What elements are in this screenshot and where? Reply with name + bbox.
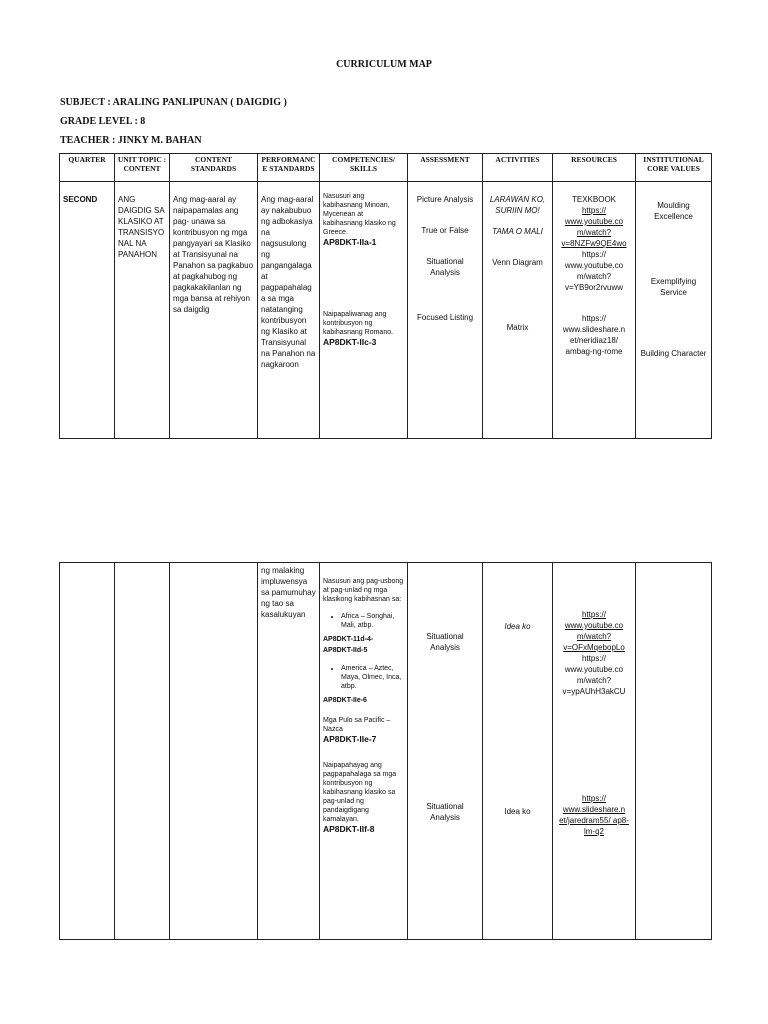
list-item: • Africa – Songhai, Mali, atbp. bbox=[341, 612, 404, 630]
core-value: Moulding Excellence bbox=[654, 201, 693, 221]
header-resources: RESOURCES bbox=[553, 154, 636, 182]
assessment-item: Situational Analysis bbox=[426, 802, 464, 822]
resources-cell bbox=[553, 182, 636, 439]
competency-code: AP8DKT-IIc-3 bbox=[323, 337, 377, 347]
activities-cell bbox=[483, 182, 553, 439]
grade-level-line: GRADE LEVEL : 8 bbox=[60, 116, 146, 127]
header-unit-topic: UNIT TOPIC : CONTENT bbox=[115, 154, 170, 182]
content-standards-cell: Ang mag-aaral ay naipapamalas ang pag- unawa sa kontribusyon ng mga pangyayari sa Klasiko at Transisyunal na Panahon sa pagkabuo at pagkahubog ng pagkakakilanlan ng mga bansa at rehiyon sa daigdig bbox=[170, 182, 258, 439]
assessment-cell bbox=[408, 182, 483, 439]
activity-item: LARAWAN KO, SURIIN MO! bbox=[489, 195, 546, 215]
activities-cell bbox=[483, 563, 553, 940]
header-performance-standards: PERFORMANCE STANDARDS bbox=[258, 154, 320, 182]
assessment-cell bbox=[408, 563, 483, 940]
assessment-item: Focused Listing bbox=[416, 313, 474, 322]
header-content-standards: CONTENT STANDARDS bbox=[170, 154, 258, 182]
performance-standards-cell: Ang mag-aaral ay nakabubuo ng adbokasiya na nagsusulong ng pangangalaga at pagpapahalaga sa mga natatanging kontribusyon ng Klasiko at Transisyunal na Panahon na nagkaroon bbox=[258, 182, 320, 439]
activity-item: Venn Diagram bbox=[492, 258, 543, 267]
curriculum-table-page1 bbox=[59, 153, 712, 439]
assessment-item: Picture Analysis bbox=[416, 195, 474, 204]
competency-code: AP8DKT-IId-5 bbox=[323, 647, 368, 654]
competency-code: AP8DKT-IIf-8 bbox=[323, 824, 375, 834]
competency-text: Nasusuri ang kabihasnang Minoan, Mycenean at kabihasnang klasiko ng Greece. bbox=[323, 193, 396, 236]
resources-cell bbox=[553, 563, 636, 940]
assessment-item: True or False bbox=[421, 226, 469, 235]
civilization-list bbox=[323, 664, 404, 691]
resource-link[interactable]: https:// www.youtube.co m/watch? v=OFxMqebopLo bbox=[563, 610, 625, 652]
activity-item: TAMA O MALI bbox=[492, 227, 543, 236]
civilization-list bbox=[323, 612, 404, 630]
core-values-cell bbox=[636, 563, 712, 940]
core-value: Exemplifying Service bbox=[650, 277, 697, 297]
assessment-item: Situational Analysis bbox=[426, 632, 464, 652]
competency-code: AP8DKT-11d-4- bbox=[323, 636, 374, 643]
competencies-cell bbox=[320, 563, 408, 940]
competency-text: Naipapaliwanag ang kontribusyon ng kabihasnang Romano. bbox=[323, 311, 394, 336]
header-competencies: COMPETENCIES/ SKILLS bbox=[320, 154, 408, 182]
assessment-item: Situational Analysis bbox=[426, 257, 464, 277]
performance-standards-cell: ng malaking impluwensya sa pamumuhay ng tao sa kasalukuyan bbox=[258, 563, 320, 940]
resource-link[interactable]: https:// www.slideshare.n et/jaredram55/ ap8-lm-q2 bbox=[559, 794, 629, 836]
core-value: Building Character bbox=[640, 349, 707, 358]
header-core-values: INSTITUTIONAL CORE VALUES bbox=[636, 154, 712, 182]
competency-code: AP8DKT-IIe-7 bbox=[323, 734, 377, 744]
subject-line: SUBJECT : ARALING PANLIPUNAN ( DAIGDIG ) bbox=[60, 97, 287, 108]
competency-text: Naipapahayag ang pagpapahalaga sa mga kontribusyon ng kabihasnang klasiko sa pag-unlad ng pandaigdigang kamalayan. bbox=[323, 762, 397, 823]
list-item: • America – Aztec, Maya, Olmec, Inca, atbp. bbox=[341, 664, 404, 691]
competency-code: AP8DKT-IIe-6 bbox=[323, 697, 367, 704]
resource-link[interactable]: https:// www.slideshare.n et/neridiaz18/ ambag-ng-rome bbox=[562, 314, 626, 356]
quarter-cell bbox=[60, 563, 115, 940]
curriculum-table-page2 bbox=[59, 562, 712, 940]
content-standards-cell bbox=[170, 563, 258, 940]
core-values-cell bbox=[636, 182, 712, 439]
activity-item: Idea ko bbox=[504, 622, 531, 631]
header-quarter: QUARTER bbox=[60, 154, 115, 182]
teacher-line: TEACHER : JINKY M. BAHAN bbox=[60, 135, 202, 146]
resource-label: TEXKBOOK bbox=[571, 195, 616, 204]
quarter-cell: SECOND bbox=[60, 182, 115, 439]
competency-code: AP8DKT-IIa-1 bbox=[323, 237, 377, 247]
unit-topic-cell: ANG DAIGDIG SA KLASIKO AT TRANSISYONAL NA PANAHON bbox=[115, 182, 170, 439]
activity-item: Matrix bbox=[506, 323, 529, 332]
competencies-cell bbox=[320, 182, 408, 439]
resource-link[interactable]: https:// www.youtube.co m/watch? v=8NZFw9QE4wo bbox=[561, 206, 627, 248]
competency-text: Nasusuri ang pag-usbong at pag-unlad ng mga klasikong kabihasnan sa: bbox=[323, 578, 404, 603]
resource-link[interactable]: https:// www.youtube.co m/watch? v=ypAUhH3akCU bbox=[562, 654, 626, 696]
resource-link[interactable]: https:// www.youtube.co m/watch? v=YB9or2rvuww bbox=[564, 250, 624, 292]
header-assessment: ASSESSMENT bbox=[408, 154, 483, 182]
document-title: CURRICULUM MAP bbox=[336, 59, 432, 70]
unit-topic-cell bbox=[115, 563, 170, 940]
competency-text: Mga Pulo sa Pacific – Nazca bbox=[323, 717, 391, 733]
activity-item: Idea ko bbox=[504, 807, 531, 816]
header-activities: ACTIVITIES bbox=[483, 154, 553, 182]
